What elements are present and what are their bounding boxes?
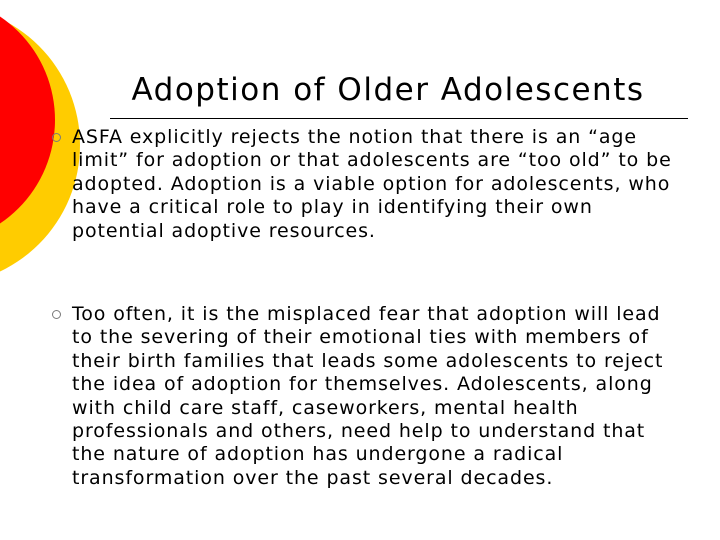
bullet-text: ASFA explicitly rejects the notion that there is an “age limit” for adoption or that adolescents are “too old” to be adopted. Adoption is a viable option for adolescents, who have a critical role to play in identifying their own potential adoptive resources.: [72, 126, 672, 242]
circle-bullet-icon: [52, 133, 61, 142]
bullet-text: Too often, it is the misplaced fear that adoption will lead to the severing of their emotional ties with members of their birth families that leads some adolescents to reject the idea of adoption for themselves. Adolescents, along with child care staff, caseworkers, mental health professionals and others, need help to understand that the nature of adoption has undergone a radical transformation over the past several decades.: [72, 303, 664, 489]
title-underline: [110, 118, 688, 119]
circle-bullet-icon: [52, 310, 61, 319]
slide-title: Adoption of Older Adolescents: [131, 72, 645, 108]
decorative-circles: [0, 0, 80, 290]
